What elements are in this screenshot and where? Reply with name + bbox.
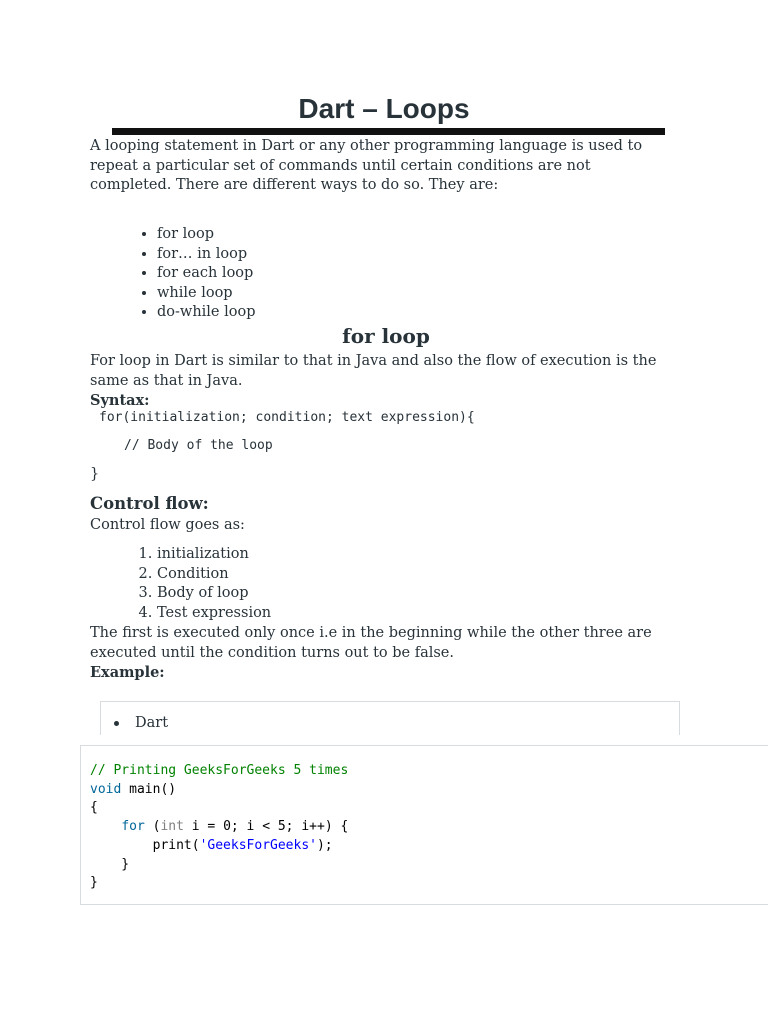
- code-text: {: [90, 800, 98, 816]
- code-text: [90, 819, 121, 834]
- page-title: Dart – Loops: [298, 93, 470, 124]
- list-item: • for… in loop: [157, 245, 256, 265]
- code-text: }: [90, 856, 130, 872]
- list-item: 2. Condition: [157, 565, 271, 585]
- code-block[interactable]: [80, 745, 768, 905]
- list-item: • for loop: [157, 225, 256, 245]
- syntax-line: }: [90, 466, 100, 482]
- list-item: 3. Body of loop: [157, 584, 271, 604]
- list-item: • do-while loop: [157, 303, 256, 323]
- bullet-icon: [114, 721, 119, 726]
- control-flow-explanation: The first is executed only once i.e in the beginning while the other three are executed until the condition turns out to be false.: [90, 625, 652, 661]
- code-text: (: [144, 819, 161, 835]
- code-keyword: for: [121, 819, 145, 835]
- code-language-tabs: [100, 701, 680, 735]
- syntax-line: for(initialization; condition; text expression){: [99, 410, 475, 425]
- list-item: • for each loop: [157, 264, 256, 284]
- code-type: int: [160, 819, 184, 835]
- tab-label: Dart: [135, 715, 169, 731]
- code-text: }: [90, 875, 98, 891]
- syntax-line: // Body of the loop: [124, 438, 273, 453]
- loop-types-list: [90, 225, 256, 323]
- list-item: • while loop: [157, 284, 256, 304]
- control-flow-description: Control flow goes as:: [90, 517, 245, 533]
- tab-dart[interactable]: [114, 714, 168, 733]
- control-flow-heading: Control flow:: [90, 494, 209, 513]
- code-text: print(: [90, 837, 200, 853]
- syntax-label: Syntax:: [90, 392, 150, 409]
- code-string: 'GeeksForGeeks': [199, 837, 317, 853]
- code-text: main(): [121, 781, 177, 797]
- code-comment: // Printing GeeksForGeeks 5 times: [90, 763, 349, 778]
- intro-paragraph: A looping statement in Dart or any other programming language is used to repeat a particular set of commands until certain conditions are not completed. There are different ways to do so. They are:: [90, 138, 643, 194]
- title-underline: [112, 128, 665, 135]
- list-item: 1. initialization: [157, 545, 271, 565]
- code-text: );: [316, 837, 333, 853]
- for-loop-heading: for loop: [342, 324, 430, 348]
- code-keyword: void: [90, 781, 122, 797]
- for-loop-description: For loop in Dart is similar to that in Java and also the flow of execution is the same as that in Java.: [90, 353, 657, 389]
- list-item: 4. Test expression: [157, 604, 271, 624]
- code-text: i = 0; i < 5; i++) {: [183, 819, 349, 835]
- control-flow-steps: [90, 545, 271, 623]
- example-label: Example:: [90, 664, 165, 681]
- code-content: [90, 762, 348, 893]
